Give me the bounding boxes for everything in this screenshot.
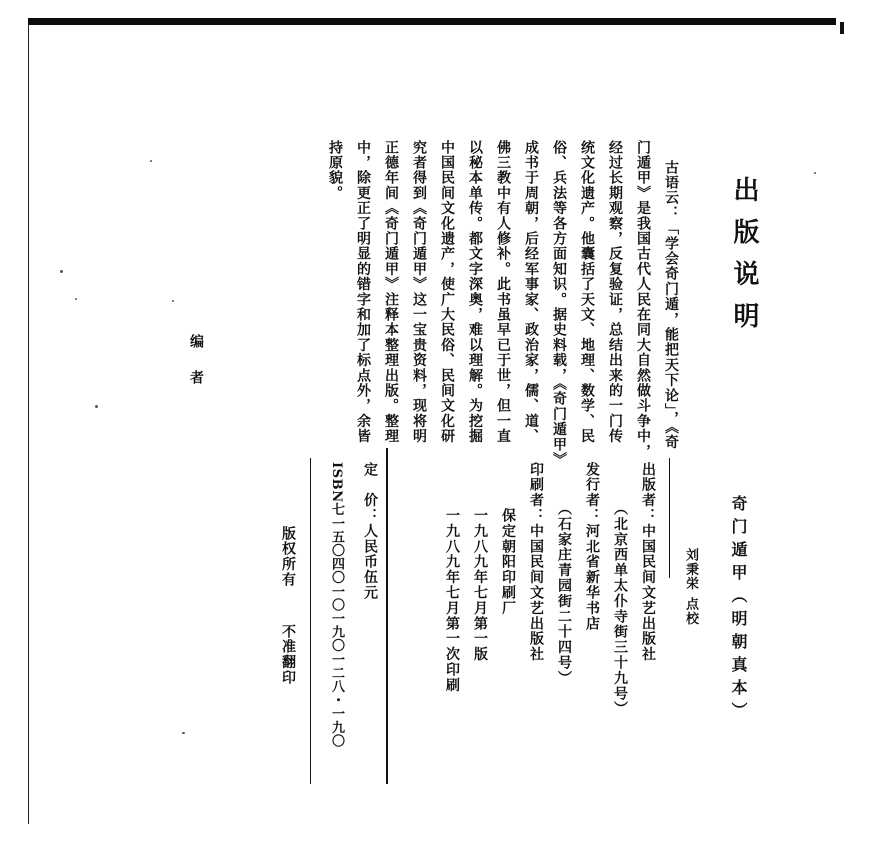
- preface-column-8: 以秘本单传。都文字深奥，难以理解。为挖掘: [467, 140, 483, 444]
- colophon-price: 定 价：人民币伍元: [362, 462, 378, 601]
- preface-column-12: 中，除更正了明显的错字和加了标点外，余皆: [355, 140, 371, 444]
- scan-speck: [172, 300, 174, 302]
- colophon-rule-left: [310, 458, 311, 784]
- scan-speck: [60, 270, 63, 273]
- preface-column-2: 门遁甲》是我国古代人民在同大自然做斗争中，: [635, 140, 651, 460]
- colophon-book-title: 奇门遁甲（明朝真本）: [729, 495, 748, 725]
- reprint-prohibited-notice: 不准翻印: [280, 624, 296, 686]
- colophon-editor: 刘秉栄 点校: [683, 548, 698, 626]
- colophon-isbn: ISBN七一五〇四〇一〇一九〇一二八・一九〇: [329, 462, 344, 748]
- preface-column-11: 正德年间《奇门遁甲》注释本整理出版。整理: [383, 140, 399, 444]
- top-border-bar: [28, 18, 836, 25]
- signature-editor: 编者: [188, 334, 204, 406]
- scan-speck: [150, 160, 152, 162]
- scan-speck: [95, 405, 98, 408]
- colophon-publisher: 出版者：中国民间文艺出版社: [640, 462, 656, 663]
- page-title: 出版说明: [729, 176, 759, 344]
- colophon-publisher-address: （北京西单太仆寺街三十九号）: [612, 462, 628, 717]
- left-border-line: [28, 24, 29, 824]
- colophon-rule-price: [386, 448, 388, 784]
- preface-column-10: 究者得到《奇门遁甲》这一宝贵资料，现将明: [411, 140, 427, 444]
- corner-mark: [840, 22, 844, 34]
- copyright-notice: 版权所有: [280, 526, 296, 588]
- preface-column-9: 中国民间文化遗产，使广大民俗、民间文化研: [439, 140, 455, 444]
- colophon-distributor-address: （石家庄青园街二十四号）: [556, 462, 572, 686]
- preface-column-1: 古语云：「学会奇门遁，能把天下论」，《奇: [663, 160, 679, 450]
- preface-column-13: 持原貌。: [327, 140, 343, 201]
- preface-column-6: 成书于周朝，后经军事家、政治家，儒、道、: [523, 140, 539, 444]
- colophon-rule-right: [669, 458, 670, 578]
- scan-speck: [75, 298, 77, 300]
- preface-column-4: 统文化遗产。他囊括了天文、地理、数学、民: [579, 140, 595, 444]
- colophon-printing: 一九八九年七月第一次印刷: [444, 462, 460, 693]
- colophon-edition: 一九八九年七月第一版: [472, 462, 488, 663]
- colophon-printer-factory: 保定朝阳印刷厂: [500, 462, 516, 616]
- colophon-printer: 印刷者：中国民间文艺出版社: [528, 462, 544, 663]
- preface-column-3: 经过长期观察，反复验证，总结出来的一门传: [607, 140, 623, 444]
- preface-column-7: 佛三教中有人修补。此书虽早已于世，但一直: [495, 140, 511, 444]
- scan-speck: [182, 732, 185, 734]
- colophon-distributor: 发行者：河北省新华书店: [584, 462, 600, 632]
- scan-speck: [814, 172, 816, 174]
- preface-column-5: 俗、兵法等各方面知识。据史料载，《奇门遁甲》: [551, 140, 567, 468]
